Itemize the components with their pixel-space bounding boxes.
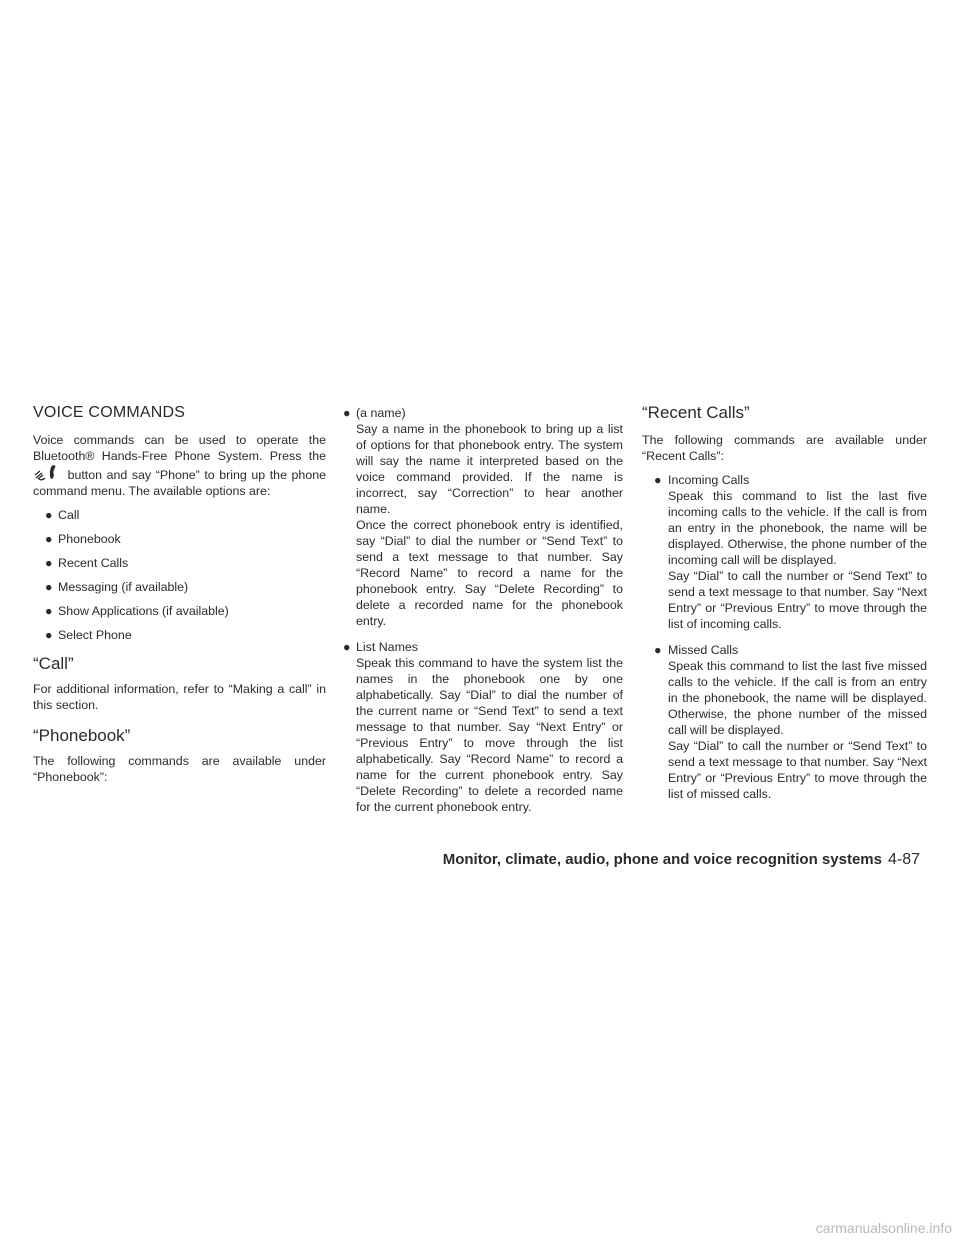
bullet-icon: ● [343, 406, 351, 420]
bullet-icon: ● [45, 532, 53, 546]
list-item [642, 472, 927, 632]
phonebook-commands-list [331, 405, 623, 815]
intro-text-a: Voice commands can be used to operate the Bluetooth® Hands-Free Phone System. Press the [33, 433, 326, 463]
bullet-icon: ● [45, 556, 53, 570]
command-description: Speak this command to list the last five incoming calls to the vehicle. If the call is from an entry in the phonebook, the name will be displayed. Otherwise, the phone number of the incoming call will be displayed. [668, 489, 927, 567]
command-label: List Names [356, 640, 418, 654]
options-list [33, 507, 326, 643]
recent-calls-heading: “Recent Calls” [642, 403, 750, 422]
phonebook-heading: “Phonebook” [33, 726, 131, 745]
talk-phone-icon [33, 464, 63, 482]
call-paragraph: For additional information, refer to “Making a call” in this section. [33, 682, 326, 712]
bullet-icon: ● [654, 643, 662, 657]
phonebook-paragraph: The following commands are available under “Phonebook”: [33, 754, 326, 784]
column-middle [343, 405, 623, 825]
column-right [642, 402, 927, 812]
column-left [33, 402, 326, 793]
bullet-icon: ● [45, 628, 53, 642]
recent-calls-list [642, 472, 927, 802]
bullet-icon: ● [343, 640, 351, 654]
command-label: Incoming Calls [668, 473, 750, 487]
list-item [642, 642, 927, 802]
section-title: VOICE COMMANDS [33, 404, 186, 421]
bullet-icon: ● [45, 604, 53, 618]
command-description: Say “Dial” to call the number or “Send Text” to send a text message to that number. Say “Next Entry” or “Previous Entry” to move through the list of incoming calls. [668, 569, 927, 631]
command-description: Once the correct phonebook entry is identified, say “Dial” to dial the number or “Send Text” to send a text message to that number. Say “Record Name” to record a name for the phonebook entry. Say “Delete Recording” to delete a recorded name for the phonebook entry. [356, 518, 623, 628]
list-item: ● Messaging (if available) [45, 580, 189, 594]
command-label: Missed Calls [668, 643, 739, 657]
list-item: ● Call [45, 508, 80, 522]
bullet-icon: ● [654, 473, 662, 487]
recent-calls-paragraph: The following commands are available under “Recent Calls”: [642, 433, 927, 463]
command-description: Speak this command to list the last five missed calls to the vehicle. If the call is from an entry in the phonebook, the name will be displayed. Otherwise, the phone number of the missed call will be displayed. [668, 659, 927, 737]
list-item: ● Phonebook [45, 532, 121, 546]
watermark: carmanualsonline.info [815, 1220, 952, 1236]
command-description: Say a name in the phonebook to bring up a list of options for that phonebook entry. The system will say the name it interpreted based on the voice command provided. If the name is incorrect, say “Correction” to hear another name. [356, 422, 623, 516]
list-item [331, 405, 623, 629]
intro-paragraph [33, 432, 326, 499]
list-item: ● Show Applications (if available) [45, 604, 229, 618]
list-item [331, 639, 623, 815]
list-item: ● Recent Calls [45, 556, 129, 570]
list-item: ● Select Phone [45, 628, 132, 642]
command-description: Speak this command to have the system list the names in the phonebook one by one alphabetically. Say “Dial” to dial the number of the current name or “Send Text” to send a text message to that number. Say “Next Entry” or “Previous Entry” to move through the list alphabetically. Say “Record Name” to record a name for the current phonebook entry. Say “Delete Recording” to delete a recorded name for the current phonebook entry. [356, 656, 623, 814]
command-description: Say “Dial” to call the number or “Send Text” to send a text message to that number. Say “Next Entry” or “Previous Entry” to move through the list of missed calls. [668, 739, 927, 801]
intro-text-b: button and say “Phone” to bring up the phone command menu. The available options are: [33, 468, 326, 498]
bullet-icon: ● [45, 580, 53, 594]
footer-title: Monitor, climate, audio, phone and voice recognition systems [442, 851, 882, 868]
bullet-icon: ● [45, 508, 53, 522]
command-label: (a name) [356, 406, 406, 420]
page-footer [443, 851, 920, 869]
call-heading: “Call” [33, 654, 74, 673]
page-number: 4-87 [887, 851, 920, 868]
